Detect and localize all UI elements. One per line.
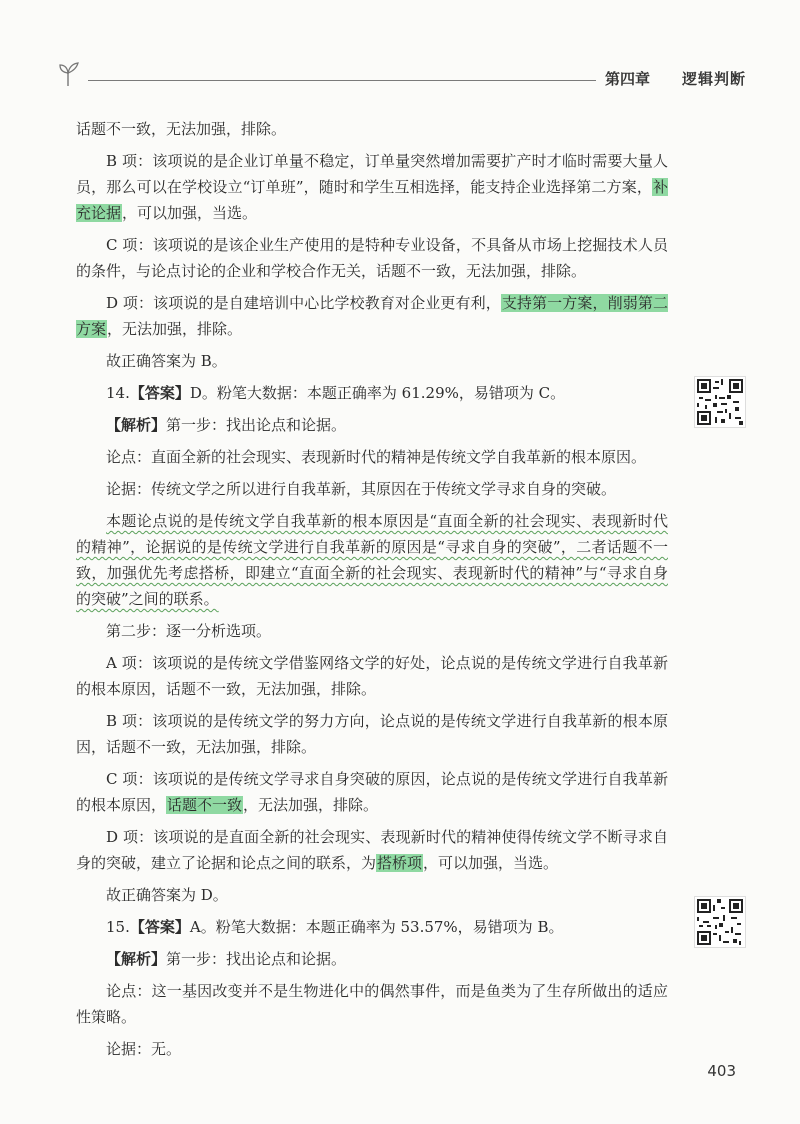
option-c-paragraph: [76, 232, 668, 284]
text: A。粉笔大数据：本题正确率为 53.57%，易错项为 B。: [189, 918, 564, 936]
chapter-number: 第四章: [604, 70, 650, 88]
answer-tag: 【答案】: [129, 384, 190, 402]
text: ，无法加强，排除。: [243, 796, 379, 814]
text: ，可以加强，当选。: [423, 854, 559, 872]
q14-option-a: [76, 650, 668, 702]
page-number: 403: [707, 1062, 736, 1080]
q14-lunju: [76, 476, 668, 502]
text: A 项：该项说的是传统文学借鉴网络文学的好处，论点说的是传统文学进行自我革新的根本原因，话题不一致，无法加强，排除。: [76, 654, 668, 698]
page-header: [56, 56, 746, 96]
analysis-tag: 【解析】: [106, 950, 167, 968]
q14-option-b: [76, 708, 668, 760]
q14-reasoning: [76, 508, 668, 612]
wavy-underlined-text: 本题论点说的是传统文学自我革新的根本原因是“直面全新的社会现实、表现新时代的精神”，论据说的是传统文学进行自我革新的原因是“寻求自身的突破”，二者话题不一致，加强优先考虑搭桥，即建立“直面全新的社会现实、表现新时代的精神”与“寻求自身的突破”之间的联系。: [76, 512, 668, 608]
highlight: 支持第一方案，削弱第二方案: [76, 294, 668, 338]
text: ，可以加强，当选。: [122, 204, 258, 222]
text: 故正确答案为 D。: [106, 886, 228, 904]
text: 论点：直面全新的社会现实、表现新时代的精神是传统文学自我革新的根本原因。: [106, 448, 647, 466]
header-rule: [88, 80, 596, 81]
sprout-icon: [56, 56, 88, 90]
text: 第二步：逐一分析选项。: [106, 622, 272, 640]
highlight: 补充论据: [76, 178, 668, 222]
q14-step2: [76, 618, 668, 644]
text: 论据：无。: [106, 1040, 182, 1058]
text: D 项：该项说的是自建培训中心比学校教育对企业更有利，: [106, 294, 501, 312]
text: 第一步：找出论点和论据。: [166, 416, 347, 434]
text: 论点：这一基因改变并不是生物进化中的偶然事件，而是鱼类为了生存所做出的适应性策略。: [76, 982, 668, 1026]
question-number: 14.: [106, 384, 130, 402]
paragraph: [76, 116, 668, 142]
analysis-tag: 【解析】: [106, 416, 167, 434]
answer-tag: 【答案】: [129, 918, 190, 936]
q15-answer: [76, 914, 668, 940]
text: 论据：传统文学之所以进行自我革新，其原因在于传统文学寻求自身的突破。: [106, 480, 617, 498]
q14-final-answer: [76, 882, 668, 908]
text: B 项：该项说的是企业订单量不稳定，订单量突然增加需要扩产时才临时需要大量人员，那么可以在学校设立“订单班”，随时和学生互相选择，能支持企业选择第二方案，: [76, 152, 668, 196]
q14-option-d: [76, 824, 668, 876]
text: 故正确答案为 B。: [106, 352, 227, 370]
option-b-paragraph: [76, 148, 668, 226]
text: D 项：该项说的是直面全新的社会现实、表现新时代的精神使得传统文学不断寻求自身的突破，建立了论据和论点之间的联系，为: [76, 828, 668, 872]
text: B 项：该项说的是传统文学的努力方向，论点说的是传统文学进行自我革新的根本原因，话题不一致，无法加强，排除。: [76, 712, 668, 756]
text: ，无法加强，排除。: [107, 320, 243, 338]
q14-lundian: [76, 444, 668, 470]
q14-option-c: [76, 766, 668, 818]
text: C 项：该项说的是该企业生产使用的是特种专业设备，不具备从市场上挖掘技术人员的条件，与论点讨论的企业和学校合作无关，话题不一致，无法加强，排除。: [76, 236, 668, 280]
highlight: 搭桥项: [377, 854, 423, 872]
question-number: 15.: [106, 918, 130, 936]
q15-lunju: [76, 1036, 668, 1062]
qr-code-icon[interactable]: [694, 896, 746, 948]
page-body: [76, 116, 668, 1068]
answer-line: [76, 348, 668, 374]
text: 第一步：找出论点和论据。: [166, 950, 347, 968]
highlight: 话题不一致: [167, 796, 243, 814]
qr-code-icon[interactable]: [694, 376, 746, 428]
text: D。粉笔大数据：本题正确率为 61.29%，易错项为 C。: [189, 384, 566, 402]
q14-answer: [76, 380, 668, 406]
q15-analysis: [76, 946, 668, 972]
chapter-title: 逻辑判断: [681, 70, 746, 88]
q14-analysis: [76, 412, 668, 438]
q15-lundian: [76, 978, 668, 1030]
text: C 项：该项说的是传统文学寻求自身突破的原因，论点说的是传统文学进行自我革新的根本原因，: [76, 770, 668, 814]
option-d-paragraph: [76, 290, 668, 342]
text: 话题不一致，无法加强，排除。: [76, 120, 287, 138]
